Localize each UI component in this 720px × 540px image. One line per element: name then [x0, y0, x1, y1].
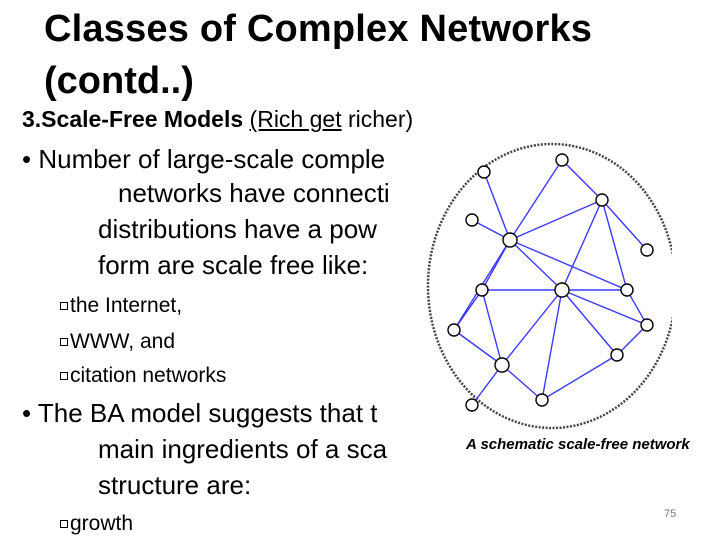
network-node — [478, 166, 490, 178]
bullet-2-line-1: • The BA model suggests that t — [22, 398, 378, 428]
bullet-2-line-3: structure are: — [98, 470, 252, 500]
sub-item-citation: citation networks — [60, 364, 226, 388]
sub-item-growth: growth — [60, 512, 133, 536]
network-node — [556, 154, 568, 166]
network-node — [495, 358, 509, 372]
heading-suffix: richer) — [341, 106, 414, 132]
square-bullet-icon — [60, 302, 68, 310]
section-heading — [22, 106, 413, 133]
slide-title-line1: Classes of Complex Networks — [44, 8, 593, 50]
scale-free-network-figure — [412, 140, 672, 440]
bullet-2-line-2: main ingredients of a sca — [98, 434, 388, 464]
bullet-1-line-3: distributions have a pow — [98, 214, 377, 244]
sub-item-internet: the Internet, — [60, 294, 182, 318]
network-node — [641, 244, 653, 256]
square-bullet-icon — [60, 520, 68, 528]
network-nodes — [448, 154, 653, 411]
network-node — [596, 194, 608, 206]
heading-underlined: (Rich get — [249, 106, 342, 132]
heading-prefix: 3.Scale-Free Models — [22, 106, 244, 132]
network-node — [555, 283, 569, 297]
sub-item-www: WWW, and — [60, 330, 175, 354]
network-node — [536, 394, 548, 406]
slide-title-line2: (contd..) — [44, 60, 194, 102]
bullet-1-line-2: networks have connecti — [118, 178, 390, 208]
network-node — [611, 349, 623, 361]
network-node — [503, 233, 517, 247]
square-bullet-icon — [60, 338, 68, 346]
network-node — [466, 214, 478, 226]
figure-caption: A schematic scale-free network — [466, 436, 690, 453]
network-node — [621, 284, 633, 296]
page-number: 75 — [664, 508, 677, 520]
network-boundary-ellipse — [428, 144, 672, 428]
bullet-1-line-4: form are scale free like: — [98, 250, 369, 280]
network-node — [448, 324, 460, 336]
bullet-1-line-1: • Number of large-scale comple — [22, 144, 386, 174]
square-bullet-icon — [60, 372, 68, 380]
network-node — [641, 319, 653, 331]
network-node — [466, 399, 478, 411]
network-node — [476, 284, 488, 296]
network-edges — [454, 160, 647, 405]
